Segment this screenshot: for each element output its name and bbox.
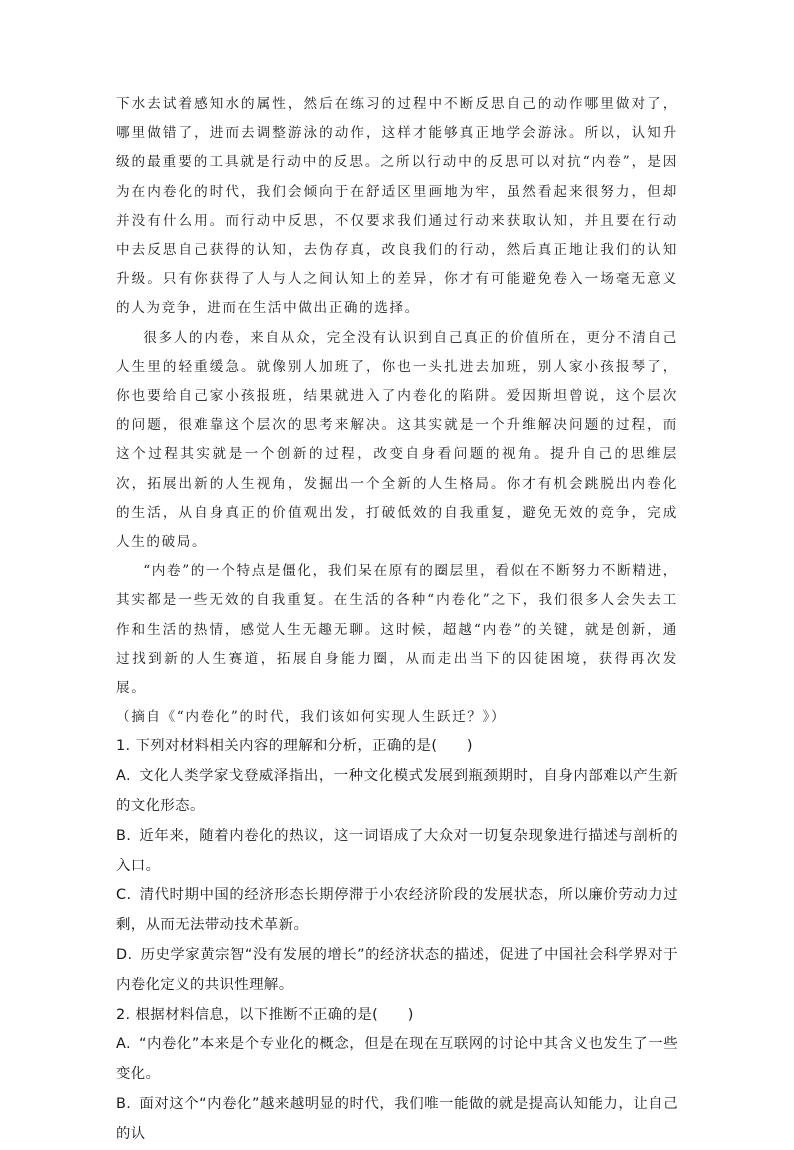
question-2 — [116, 1001, 678, 1150]
passage-paragraph: “内卷”的一个特点是僵化，我们呆在原有的圈层里，看似在不断努力不断精进，其实都是一些无效的自我重复。在生活的各种“内卷化”之下，我们很多人会失去工作和生活的热情，感觉人生无趣无聊。这时候，超越“内卷”的关键，就是创新，通过找到新的人生赛道，拓展自身能力圈，从而走出当下的囚徒困境，获得再次发展。 — [116, 563, 678, 697]
option-text: 文化人类学家戈登威泽指出，一种文化模式发展到瓶颈期时，自身内部难以产生新的文化形态。 — [116, 768, 678, 815]
option-letter: A. — [116, 768, 131, 785]
question-list — [116, 732, 678, 1149]
passage-source: （摘自《“内卷化”的时代，我们该如何实现人生跃迁？》） — [116, 709, 507, 726]
option-text: 历史学家黄宗智“没有发展的增长”的经济状态的描述，促进了中国社会科学界对于内卷化定义的共识性理解。 — [116, 947, 678, 993]
option-a — [116, 1030, 678, 1090]
option-text: 面对这个“内卷化”越来越明显的时代，我们唯一能做的就是提高认知能力，让自己的认 — [116, 1096, 678, 1142]
option-c — [116, 881, 678, 941]
reading-passage — [116, 90, 678, 732]
option-letter: A. — [116, 1036, 131, 1053]
passage-paragraph: 下水去试着感知水的属性，然后在练习的过程中不断反思自己的动作哪里做对了，哪里做错了，进而去调整游泳的动作，这样才能够真正地学会游泳。所以，认知升级的最重要的工具就是行动中的反思。之所以行动中的反思可以对抗“内卷”，是因为在内卷化的时代，我们会倾向于在舒适区里画地为牢，虽然看起来很努力，但却并没有什么用。而行动中反思，不仅要求我们通过行动来获取认知，并且要在行动中去反思自己获得的认知，去伪存真，改良我们的行动，然后真正地让我们的认知升级。只有你获得了人与人之间认知上的差异，你才有可能避免卷入一场毫无意义的人为竞争，进而在生活中做出正确的选择。 — [116, 96, 678, 317]
option-letter: B. — [116, 1096, 132, 1113]
question-stem: 1. 下列对材料相关内容的理解和分析，正确的是( ) — [116, 738, 473, 755]
question-1 — [116, 732, 678, 1000]
option-b — [116, 822, 678, 882]
option-text: 近年来，随着内卷化的热议，这一词语成了大众对一切复杂现象进行描述与剖析的入口。 — [116, 827, 678, 874]
option-letter: C. — [116, 887, 132, 904]
option-a — [116, 762, 678, 822]
option-letter: D. — [116, 947, 133, 964]
option-letter: B. — [116, 827, 132, 844]
option-text: “内卷化”本来是个专业化的概念，但是在现在互联网的讨论中其含义也发生了一些变化。 — [116, 1036, 678, 1083]
option-b — [116, 1090, 678, 1150]
option-text: 清代时期中国的经济形态长期停滞于小农经济阶段的发展状态，所以廉价劳动力过剩，从而无法带动技术革新。 — [116, 887, 678, 934]
page-content — [116, 90, 678, 1150]
passage-paragraph: 很多人的内卷，来自从众，完全没有认识到自己真正的价值所在，更分不清自己人生里的轻重缓急。就像别人加班了，你也一头扎进去加班，别人家小孩报琴了，你也要给自己家小孩报班，结果就进入了内卷化的陷阱。爱因斯坦曾说，这个层次的问题，很难靠这个层次的思考来解决。这其实就是一个升维解决问题的过程，而这个过程其实就是一个创新的过程，改变自身看问题的视角。提升自己的思维层次，拓展出新的人生视角，发掘出一个全新的人生格局。你才有机会跳脱出内卷化的生活，从自身真正的价值观出发，打破低效的自我重复，避免无效的竞争，完成人生的破局。 — [116, 329, 678, 551]
option-d — [116, 941, 678, 1001]
question-stem: 2. 根据材料信息，以下推断不正确的是( ) — [116, 1006, 414, 1023]
